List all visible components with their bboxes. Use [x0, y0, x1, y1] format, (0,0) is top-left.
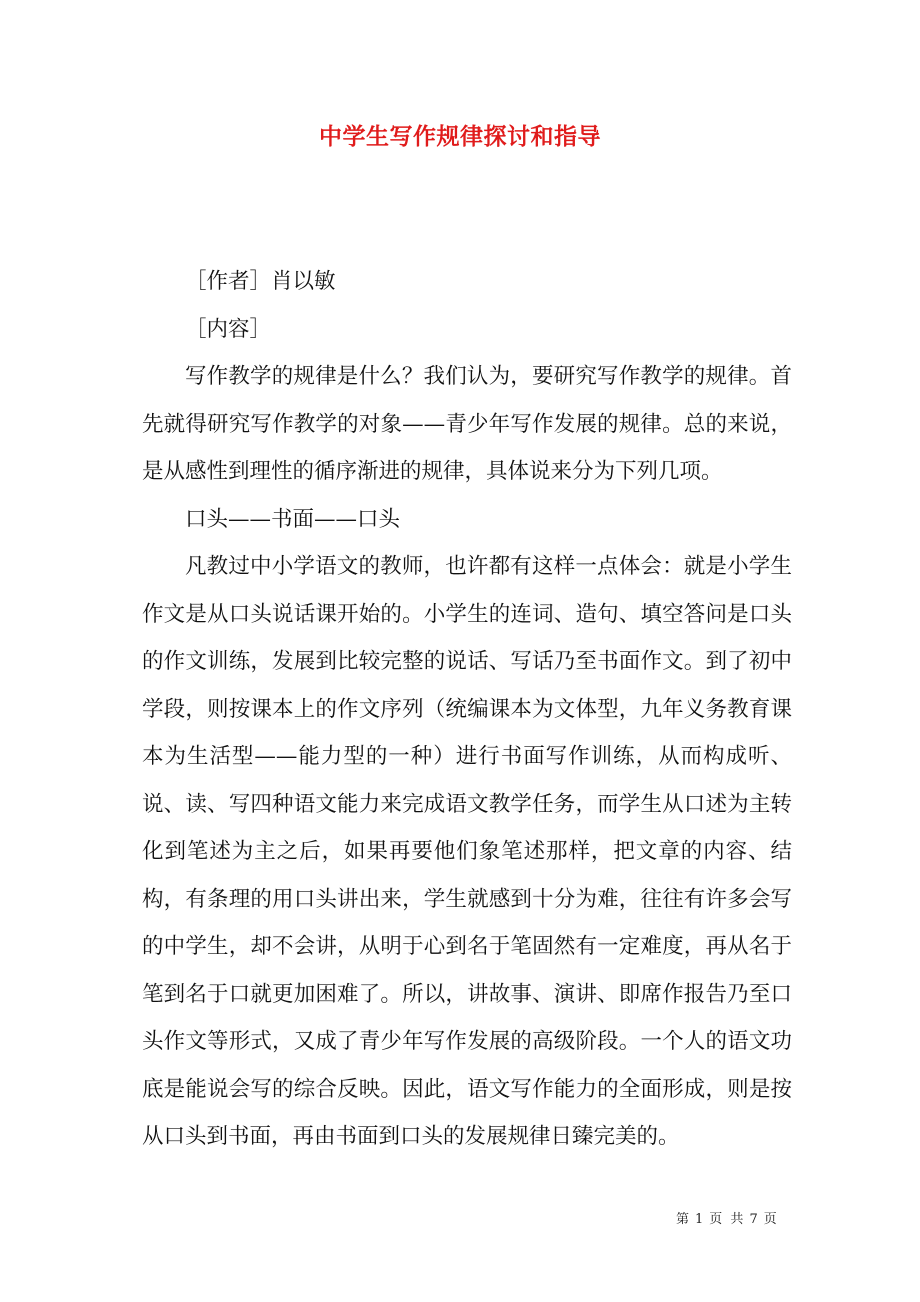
paragraph-intro: 写作教学的规律是什么？我们认为，要研究写作教学的规律。首先就得研究写作教学的对象——青少年写作发展的规律。总的来说，是从感性到理性的循序渐进的规律，具体说来分为下列几项。: [142, 364, 792, 484]
page-mid: 页 共: [709, 1212, 746, 1227]
page-number: 1: [695, 1212, 706, 1227]
section-heading: 口头——书面——口头: [185, 506, 401, 532]
page-prefix: 第: [676, 1212, 692, 1227]
author-line: ［作者］肖以敏: [185, 269, 336, 294]
document-title: 中学生写作规律探讨和指导: [319, 123, 601, 150]
page-suffix: 页: [763, 1212, 779, 1227]
content-label: ［内容］: [185, 316, 272, 342]
paragraph-main: 凡教过中小学语文的教师，也许都有这样一点体会：就是小学生作文是从口头说话课开始的。小学生的连词、造句、填空答问是口头的作文训练，发展到比较完整的说话、写话乃至书面作文。到了初中学段，则按课本上的作文序列（统编课本为文体型，九年义务教育课本为生活型——能力型的一种）进行书面写作训练，从而构成听、说、读、写四种语文能力来完成语文教学任务，而学生从口述为主转化到笔述为主之后，如果再要他们象笔述那样，把文章的内容、结构，有条理的用口头讲出来，学生就感到十分为难，往往有许多会写的中学生，却不会讲，从明于心到名于笔固然有一定难度，再从名于笔到名于口就更加困难了。所以，讲故事、演讲、即席作报告乃至口头作文等形式，又成了青少年写作发展的高级阶段。一个人的语文功底是能说会写的综合反映。因此，语文写作能力的全面形成，则是按从口头到书面，再由书面到口头的发展规律日臻完美的。: [142, 554, 792, 1149]
page-total: 7: [749, 1212, 760, 1227]
page-footer: [676, 1208, 783, 1227]
document-body: [142, 258, 792, 1161]
